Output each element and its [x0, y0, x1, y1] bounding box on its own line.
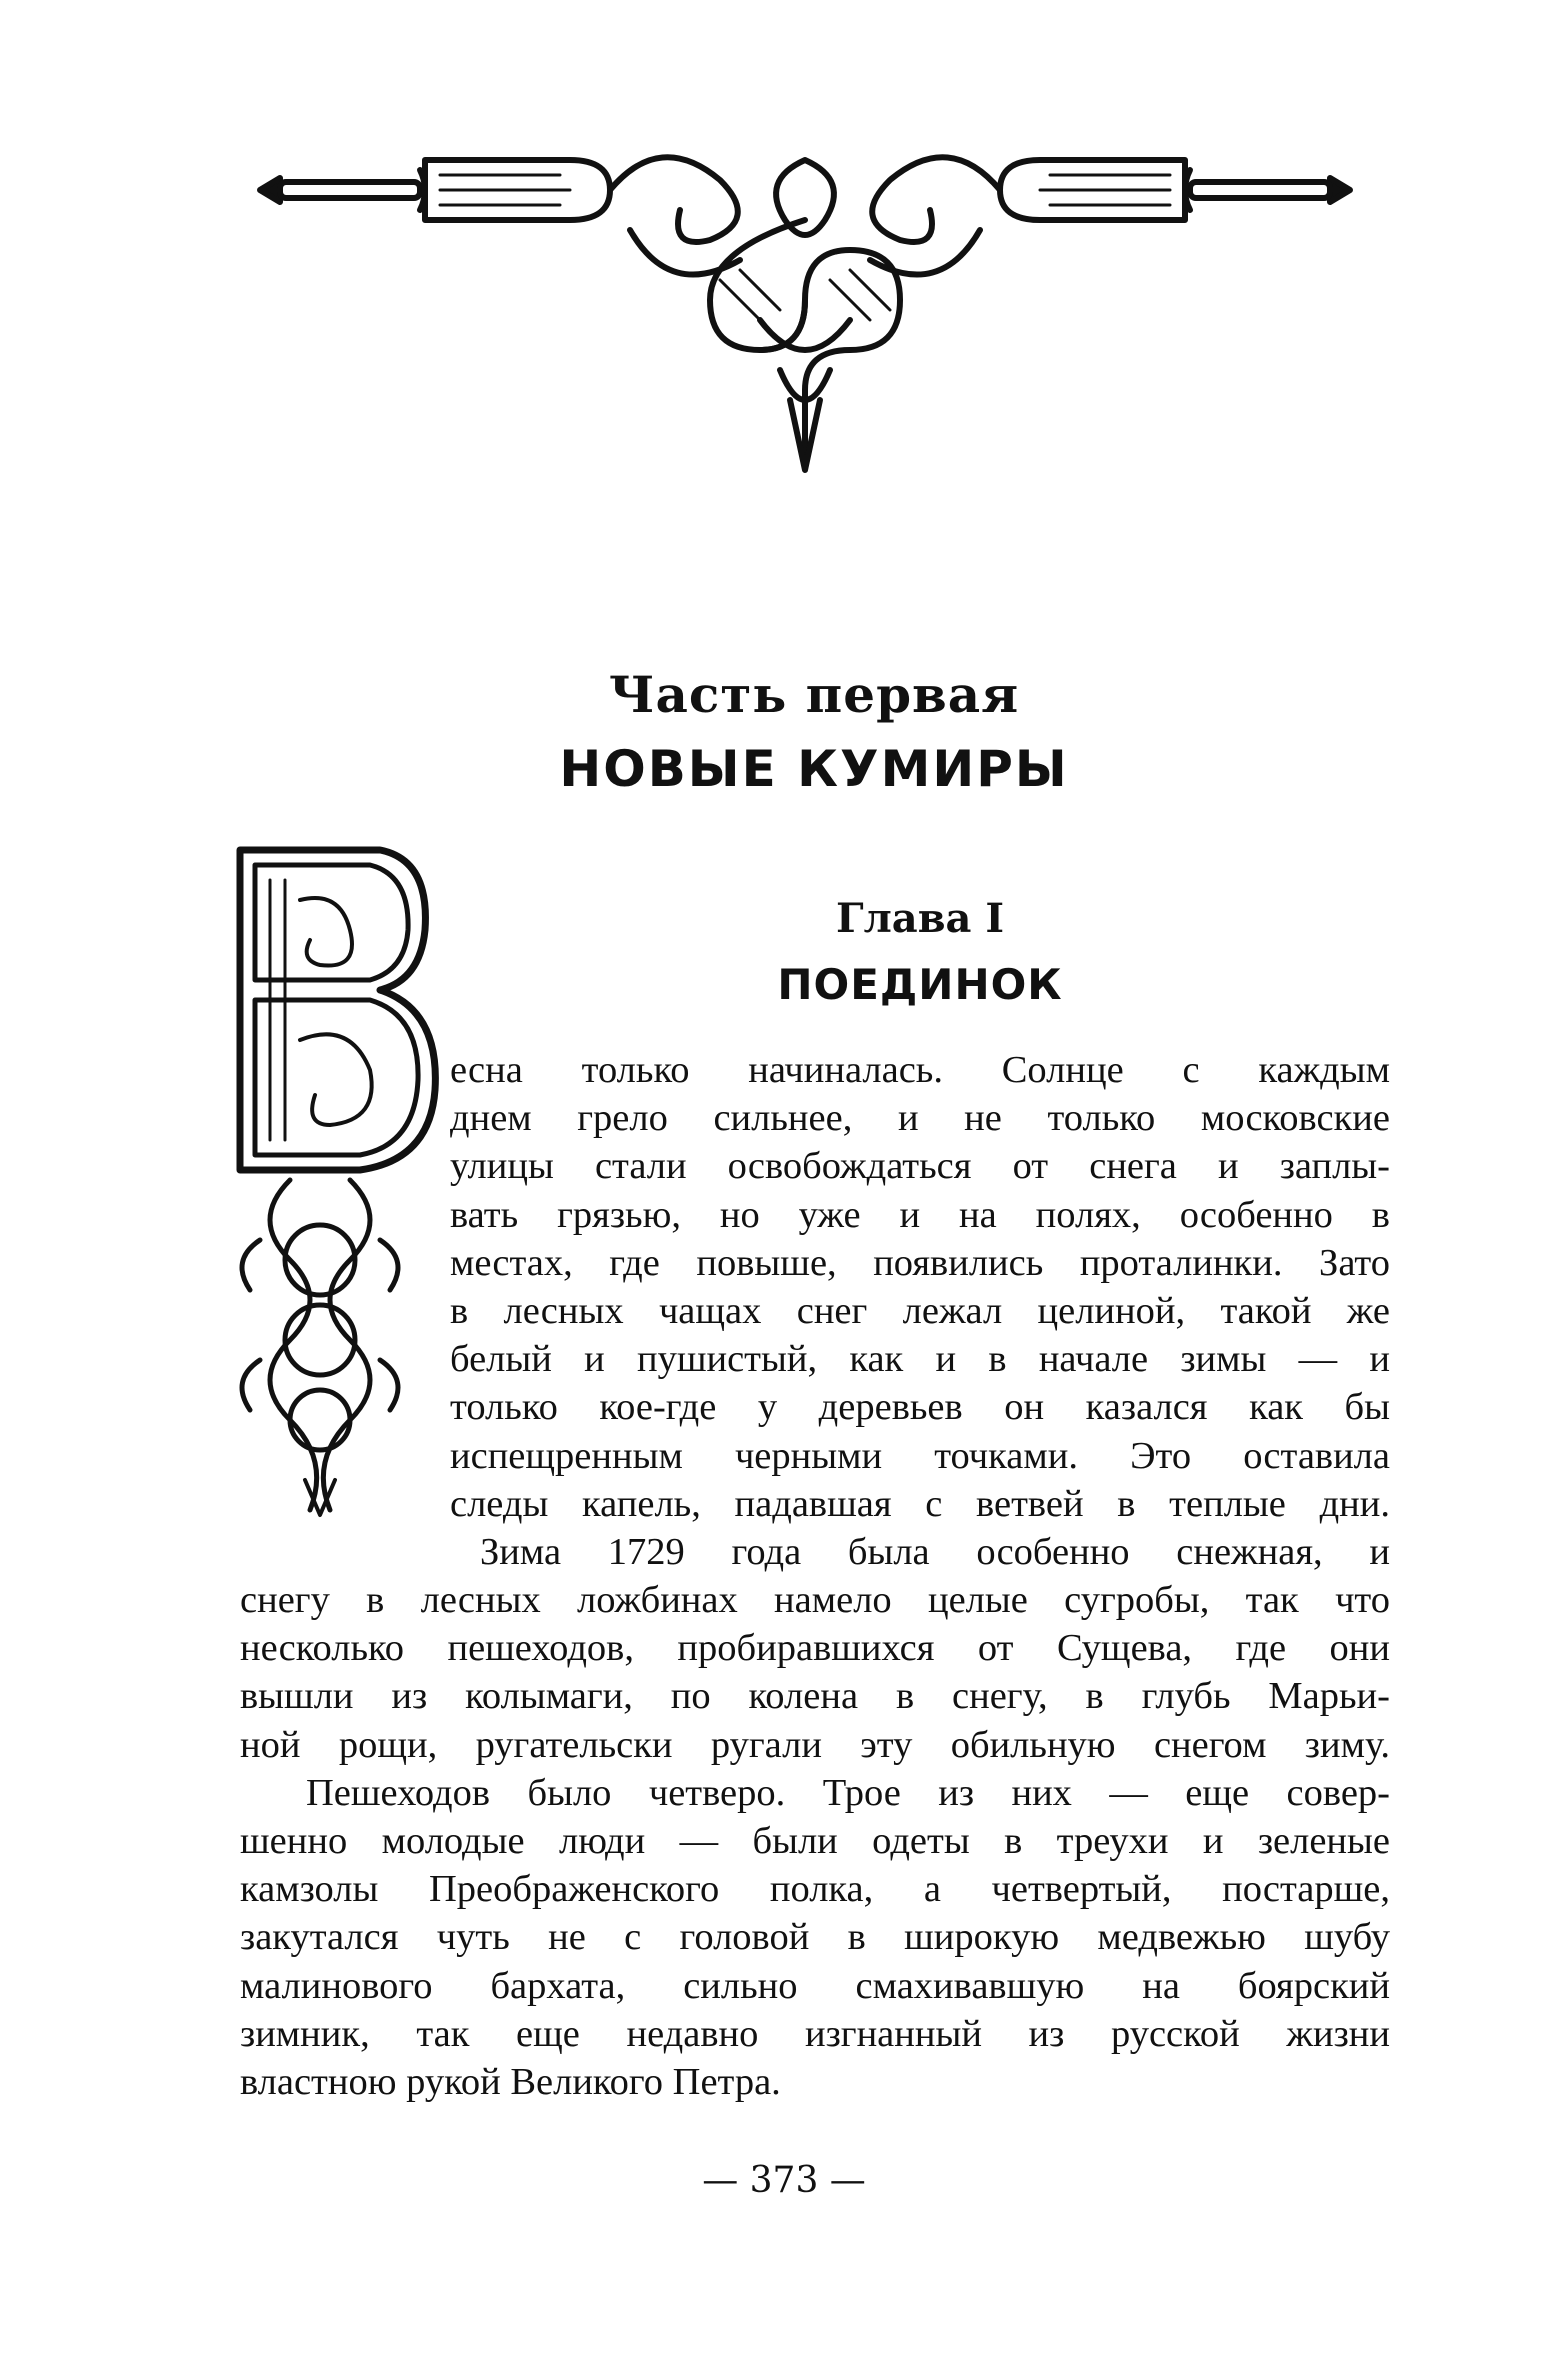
text-line: Зима 1729 года была особенно снежная, и: [480, 1530, 1390, 1573]
text-line: испещренным черными точками. Это оставила: [450, 1434, 1390, 1477]
text-line: в лесных чащах снег лежал целиной, такой же: [450, 1289, 1390, 1332]
text-line: закутался чуть не с головой в широкую медвежью шубу: [240, 1916, 1390, 1959]
text-line: белый и пушистый, как и в начале зимы — и: [450, 1338, 1390, 1381]
part-title: Часть первая: [608, 665, 1020, 724]
text-line: властною рукой Великого Петра.: [240, 2060, 781, 2103]
text-line: днем грело сильнее, и не только московские: [450, 1097, 1390, 1140]
page-number: — 373 —: [702, 2160, 866, 2201]
text-line: несколько пешеходов, пробиравшихся от Сущева, где они: [240, 1627, 1390, 1670]
chapter-label: Глава I: [835, 895, 1005, 942]
text-line: Пешеходов было четверо. Трое из них — еще совер-: [306, 1771, 1390, 1814]
text-line: есна только начиналась. Солнце с каждым: [450, 1049, 1390, 1091]
chapter-name: ПОЕДИНОК: [777, 960, 1063, 1009]
text-line: камзолы Преображенского полка, а четвертый, постарше,: [240, 1868, 1390, 1911]
headpiece-ornament: [240, 140, 1370, 480]
text-line: местах, где повыше, появились проталинки. Зато: [450, 1241, 1390, 1284]
text-line: следы капель, падавшая с ветвей в теплые дни.: [450, 1482, 1390, 1525]
text-line: вышли из колымаги, по колена в снегу, в глубь Марьи-: [240, 1675, 1390, 1718]
text-line: шенно молодые люди — были одеты в треухи и зеленые: [240, 1820, 1390, 1862]
text-line: снегу в лесных ложбинах намело целые сугробы, так что: [240, 1579, 1390, 1622]
text-line: зимник, так еще недавно изгнанный из русской жизни: [240, 2012, 1390, 2055]
text-line: вать грязью, но уже и на полях, особенно в: [450, 1193, 1390, 1236]
part-name: НОВЫЕ КУМИРЫ: [559, 740, 1069, 798]
text-line: ной рощи, ругательски ругали эту обильную снегом зиму.: [240, 1723, 1390, 1766]
text-line: только кое-где у деревьев он казался как бы: [450, 1386, 1390, 1429]
text-line: улицы стали освобождаться от снега и заплы-: [450, 1145, 1390, 1188]
body-text: [240, 1046, 1390, 2106]
text-line: малинового бархата, сильно смахивавшую на боярский: [240, 1964, 1390, 2007]
